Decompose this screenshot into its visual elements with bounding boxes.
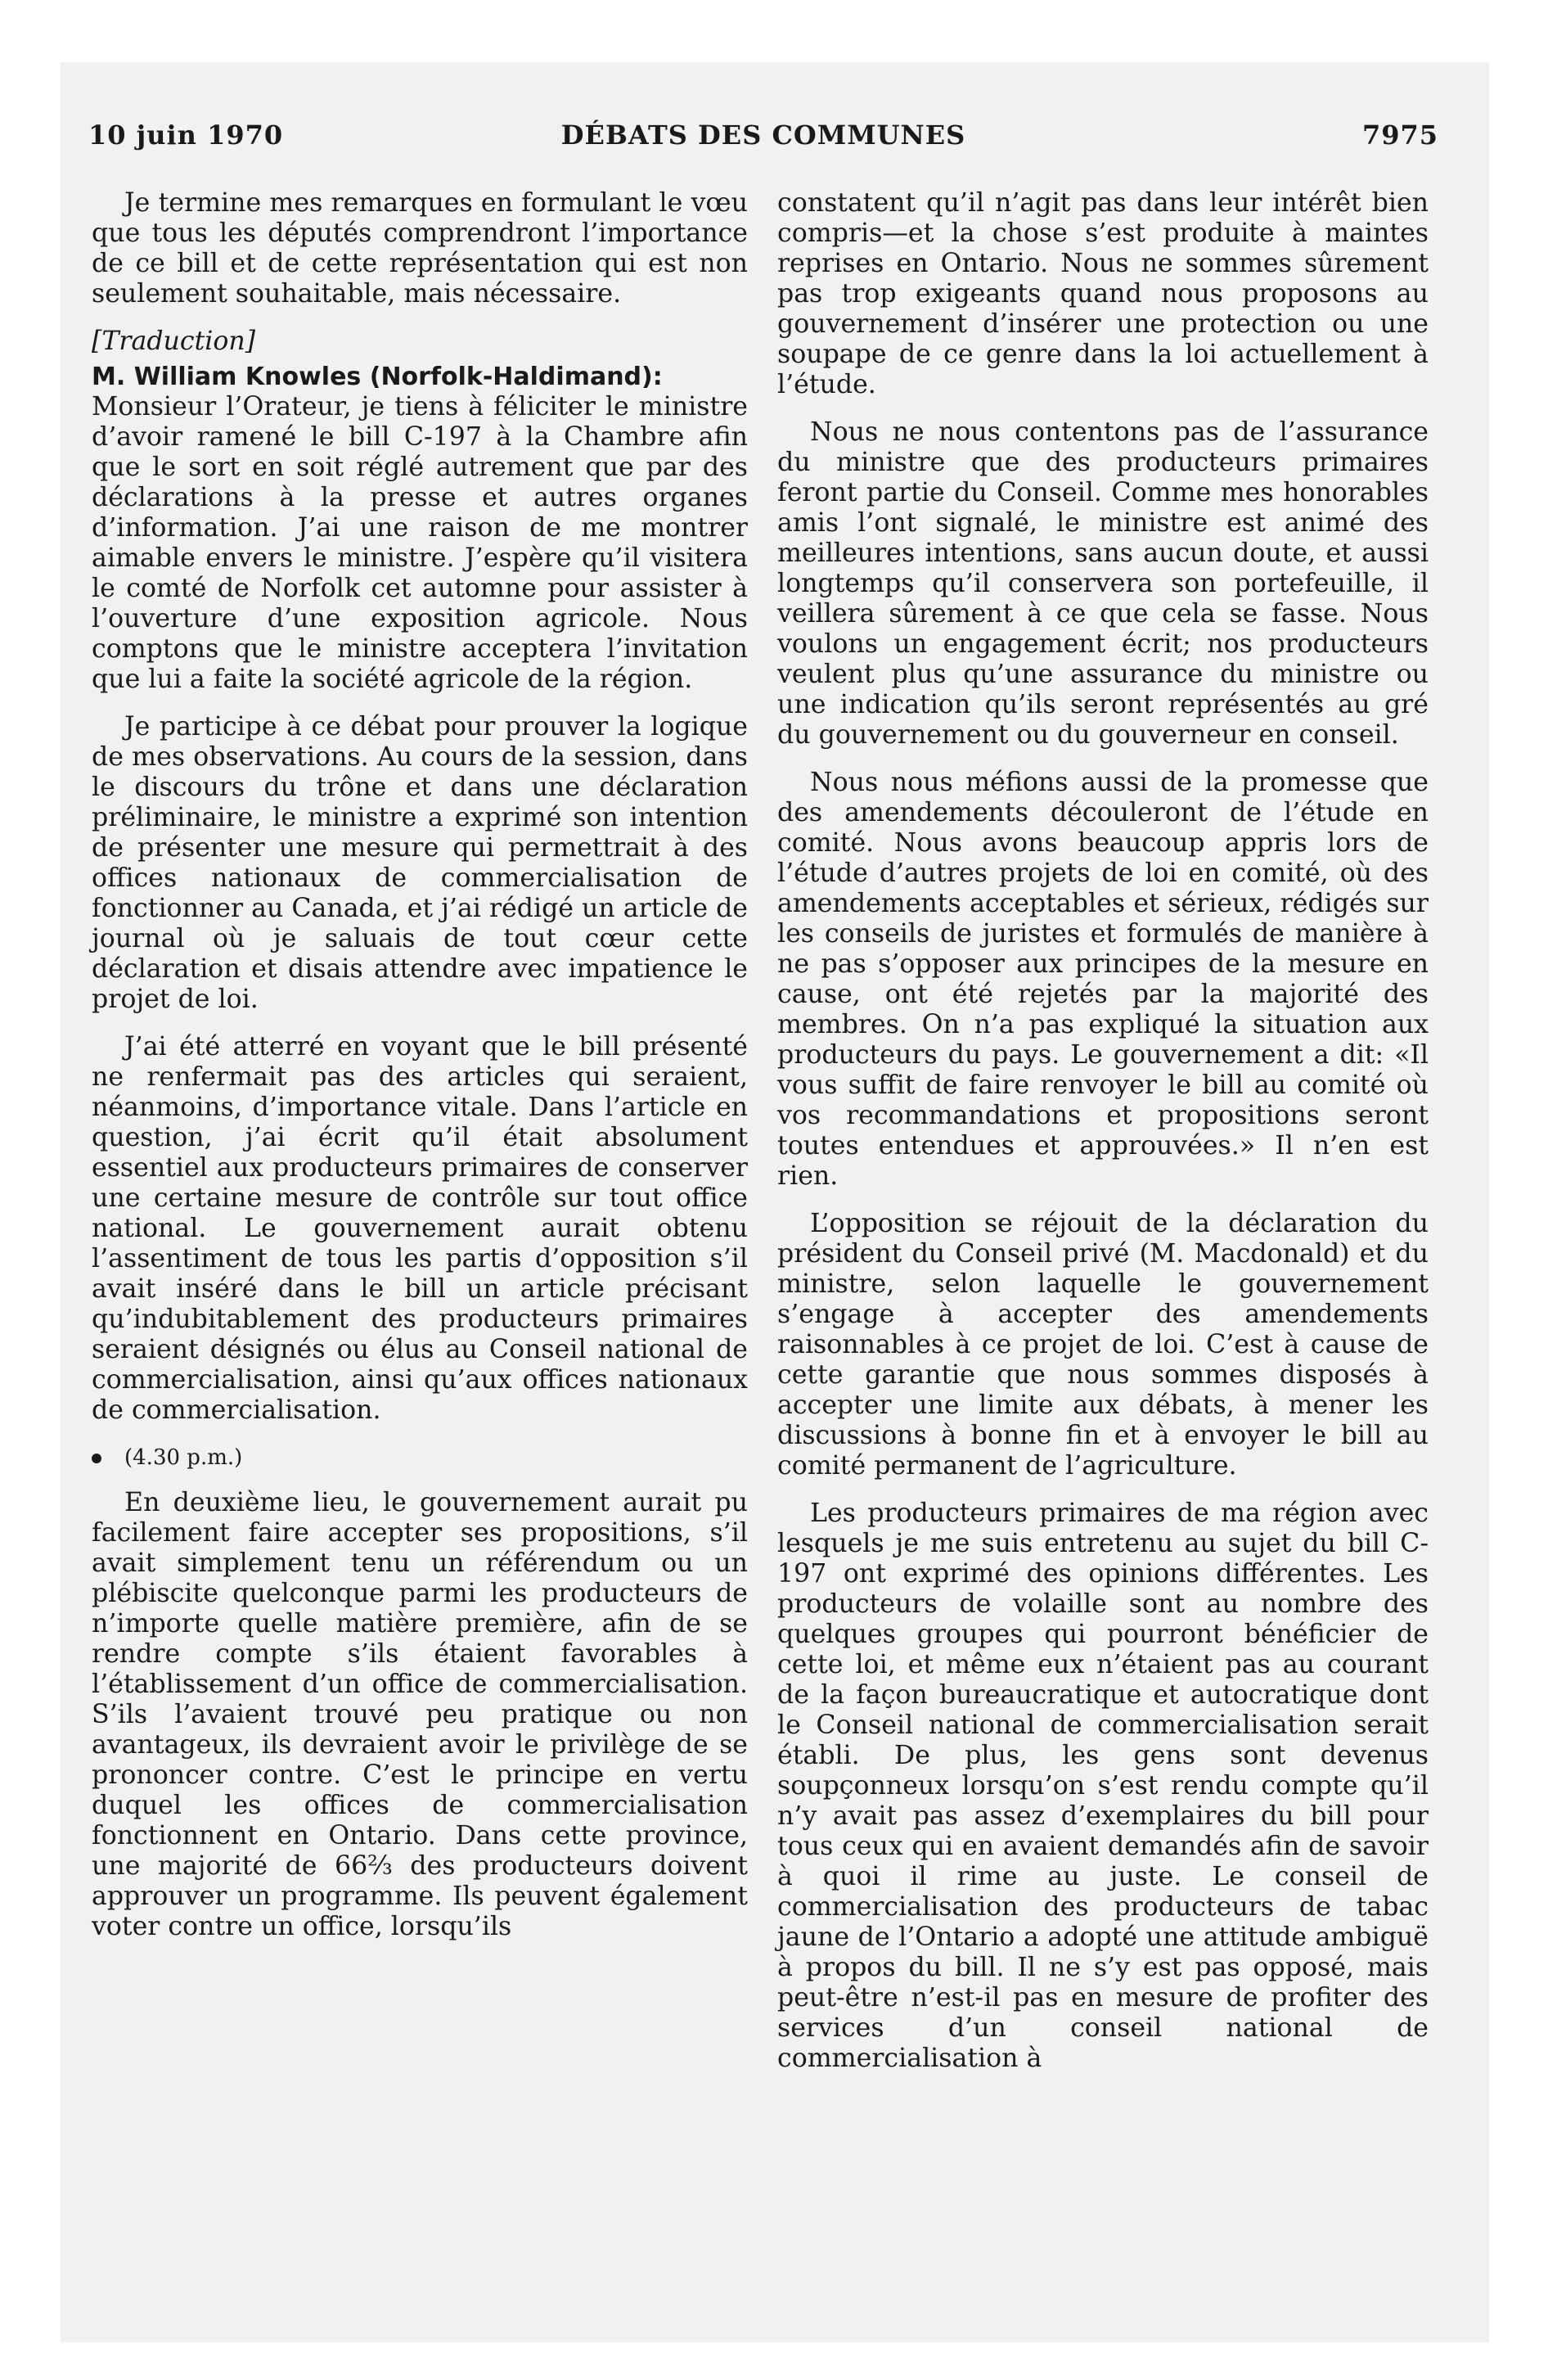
paragraph: Les producteurs primaires de ma région avec lesquels je me suis entretenu au sujet du bill C-197 ont exprimé des opinions différentes. Les producteurs de volaille sont au nombre des quelques groupes qui pourront bénéficier de cette loi, et même eux n’étaient pas au courant de la façon bureaucratique et autocratique dont le Conseil national de commercialisation serait établi. De plus, les gens sont devenus soupçonneux lorsqu’on s’est rendu compte qu’il n’y avait pas assez d’exemplaires du bill pour tous ceux qui en avaient demandés afin de savoir à quoi il rime au juste. Le conseil de commercialisation des producteurs de tabac jaune de l’Ontario a adopté une attitude ambiguë à propos du bill. Il ne s’y est pas opposé, mais peut-être n’est-il pas en mesure de profiter des services d’un conseil national de commercialisation à (777, 1499, 1429, 2073)
right-column (777, 188, 1429, 2091)
speaker-name: M. William Knowles (Norfolk-Haldimand): (92, 363, 663, 391)
header-date: 10 juin 1970 (88, 119, 284, 151)
time-text: (4.30 p.m.) (124, 1445, 243, 1470)
page-header (88, 119, 1438, 156)
header-title: DÉBATS DES COMMUNES (560, 119, 966, 151)
bullet-icon (92, 1454, 101, 1463)
paragraph: constatent qu’il n’agit pas dans leur intérêt bien compris—et la chose s’est produite à maintes reprises en Ontario. Nous ne sommes sûrement pas trop exigeants quand nous proposons au gouvernement d’insérer une protection ou une soupape de ce genre dans la loi actuellement à l’étude. (777, 188, 1429, 399)
header-page-number: 7975 (1361, 119, 1438, 151)
speaker-paragraph (92, 362, 748, 392)
paragraph: L’opposition se réjouit de la déclaration du président du Conseil privé (M. Macdonald) et du ministre, selon laquelle le gouvernement s’engage à accepter des amendements raisonnables à ce projet de loi. C’est à cause de cette garantie que nous sommes disposés à accepter une limite aux débats, à mener les discussions à bonne fin et à envoyer le bill au comité permanent de l’agriculture. (777, 1209, 1429, 1481)
paragraph: Nous ne nous contentons pas de l’assurance du ministre que des producteurs primaires feront partie du Conseil. Comme mes honorables amis l’ont signalé, le ministre est animé des meilleures intentions, sans aucun doute, et aussi longtemps qu’il conservera son portefeuille, il veillera sûrement à ce que cela se fasse. Nous voulons un engagement écrit; nos producteurs veulent plus qu’une assurance du ministre ou une indication qu’ils seront représentés au gré du gouvernement ou du gouverneur en conseil. (777, 417, 1429, 750)
paragraph: Je termine mes remarques en formulant le vœu que tous les députés comprendront l’importance de ce bill et de cette représentation qui est non seulement souhaitable, mais nécessaire. (92, 188, 748, 309)
time-stamp (92, 1443, 748, 1473)
paragraph: Nous nous méfions aussi de la promesse que des amendements découleront de l’étude en comité. Nous avons beaucoup appris lors de l’étude d’autres projets de loi en comité, où des amendements acceptables et sérieux, rédigés sur les conseils de juristes et formulés de manière à ne pas s’opposer aux principes de la mesure en cause, ont été rejetés par la majorité des membres. On n’a pas expliqué la situation aux producteurs du pays. Le gouvernement a dit: «Il vous suffit de faire renvoyer le bill au comité où vos recommandations et propositions seront toutes entendues et approuvées.» Il n’en est rien. (777, 768, 1429, 1191)
paragraph: J’ai été atterré en voyant que le bill présenté ne renfermait pas des articles qui seraient, néanmoins, d’importance vitale. Dans l’article en question, j’ai écrit qu’il était absolument essentiel aux producteurs primaires de conserver une certaine mesure de contrôle sur tout office national. Le gouvernement aurait obtenu l’assentiment de tous les partis d’opposition s’il avait inséré dans le bill un article précisant qu’indubitablement des producteurs primaires seraient désignés ou élus au Conseil national de commercialisation, ainsi qu’aux offices nationaux de commercialisation. (92, 1032, 748, 1425)
left-column (92, 188, 748, 1959)
paragraph: Monsieur l’Orateur, je tiens à féliciter le ministre d’avoir ramené le bill C-197 à la Chambre afin que le sort en soit réglé autrement que par des déclarations à la presse et autres organes d’information. J’ai une raison de me montrer aimable envers le ministre. J’espère qu’il visitera le comté de Norfolk cet automne pour assister à l’ouverture d’une exposition agricole. Nous comptons que le ministre acceptera l’invitation que lui a faite la société agricole de la région. (92, 392, 748, 694)
translation-marker: [Traduction] (92, 327, 256, 356)
paragraph: Je participe à ce débat pour prouver la logique de mes observations. Au cours de la session, dans le discours du trône et dans une déclaration préliminaire, le ministre a exprimé son intention de présenter une mesure qui permettrait à des offices nationaux de commercialisation de fonctionner au Canada, et j’ai rédigé un article de journal où je saluais de tout cœur cette déclaration et disais attendre avec impatience le projet de loi. (92, 712, 748, 1014)
paragraph: En deuxième lieu, le gouvernement aurait pu facilement faire accepter ses propositions, s’il avait simplement tenu un référendum ou un plébiscite quelconque parmi les producteurs de n’importe quelle matière première, afin de se rendre compte s’ils étaient favorables à l’établissement d’un office de commercialisation. S’ils l’avaient trouvé peu pratique ou non avantageux, ils devraient avoir le privilège de se prononcer contre. C’est le principe en vertu duquel les offices de commercialisation fonctionnent en Ontario. Dans cette province, une majorité de 66⅔ des producteurs doivent approuver un programme. Ils peuvent également voter contre un office, lorsqu’ils (92, 1488, 748, 1941)
